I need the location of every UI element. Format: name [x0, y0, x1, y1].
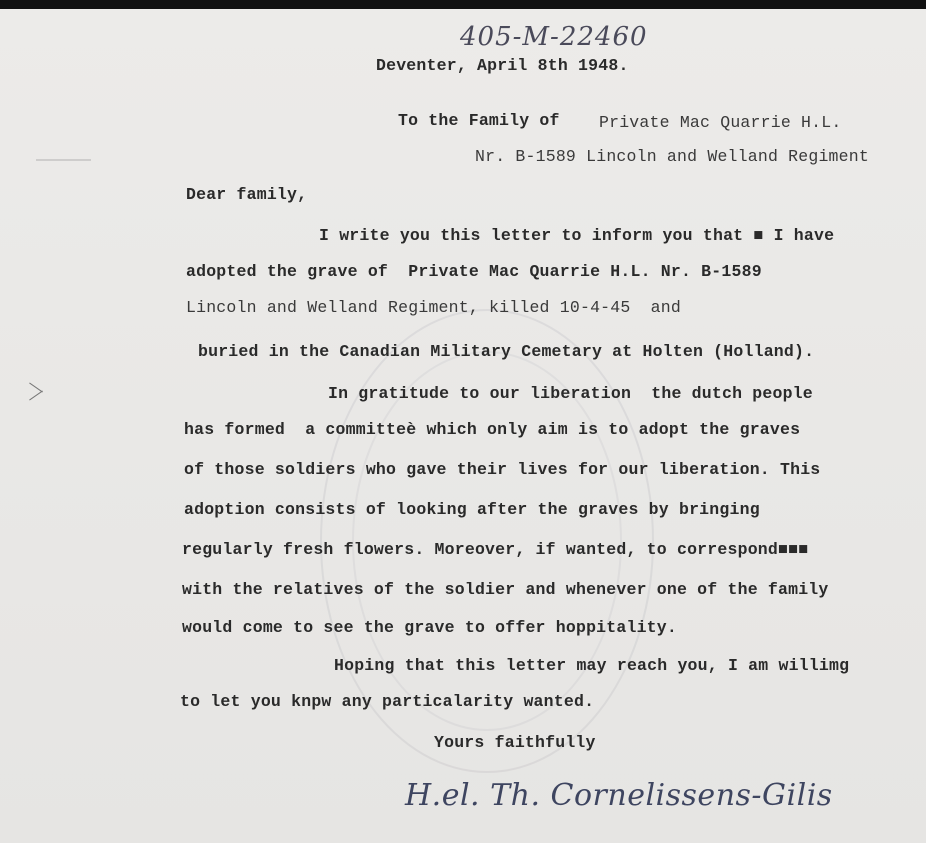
dateline: Deventer, April 8th 1948.: [376, 56, 629, 75]
body-line: has formed a committeè which only aim is to adopt the graves: [184, 420, 801, 439]
body-line: I write you this letter to inform you that ■ I have: [319, 226, 835, 245]
body-line: with the relatives of the soldier and whenever one of the family: [182, 580, 829, 599]
body-line: buried in the Canadian Military Cemetary at Holten (Holland).: [198, 342, 815, 361]
body-line: adoption consists of looking after the graves by bringing: [184, 500, 760, 519]
addressee-prefix: To the Family of: [398, 111, 560, 130]
body-line: to let you knpw any particalarity wanted.: [180, 692, 595, 711]
salutation: Dear family,: [186, 185, 308, 204]
body-line: would come to see the grave to offer hoppitality.: [182, 618, 677, 637]
addressee-name: Private Mac Quarrie H.L.: [599, 113, 842, 132]
handwritten-signature: H.el. Th. Cornelissens-Gilis: [405, 778, 833, 813]
handwritten-reference-number: 405-M-22460: [460, 22, 648, 52]
addressee-regiment: Nr. B-1589 Lincoln and Welland Regiment: [475, 147, 869, 166]
body-line: regularly fresh flowers. Moreover, if wanted, to correspond■■■: [182, 540, 809, 559]
scan-top-border: [0, 0, 926, 9]
body-line: of those soldiers who gave their lives for our liberation. This: [184, 460, 821, 479]
paper-smudge: [36, 159, 91, 161]
body-line: adopted the grave of Private Mac Quarrie H.L. Nr. B-1589: [186, 262, 762, 281]
body-line: Hoping that this letter may reach you, I am willimg: [334, 656, 850, 675]
paper-mark: [29, 391, 43, 401]
closing: Yours faithfully: [434, 733, 596, 752]
body-line: In gratitude to our liberation the dutch people: [328, 384, 813, 403]
body-line: Lincoln and Welland Regiment, killed 10-4-45 and: [186, 298, 681, 317]
